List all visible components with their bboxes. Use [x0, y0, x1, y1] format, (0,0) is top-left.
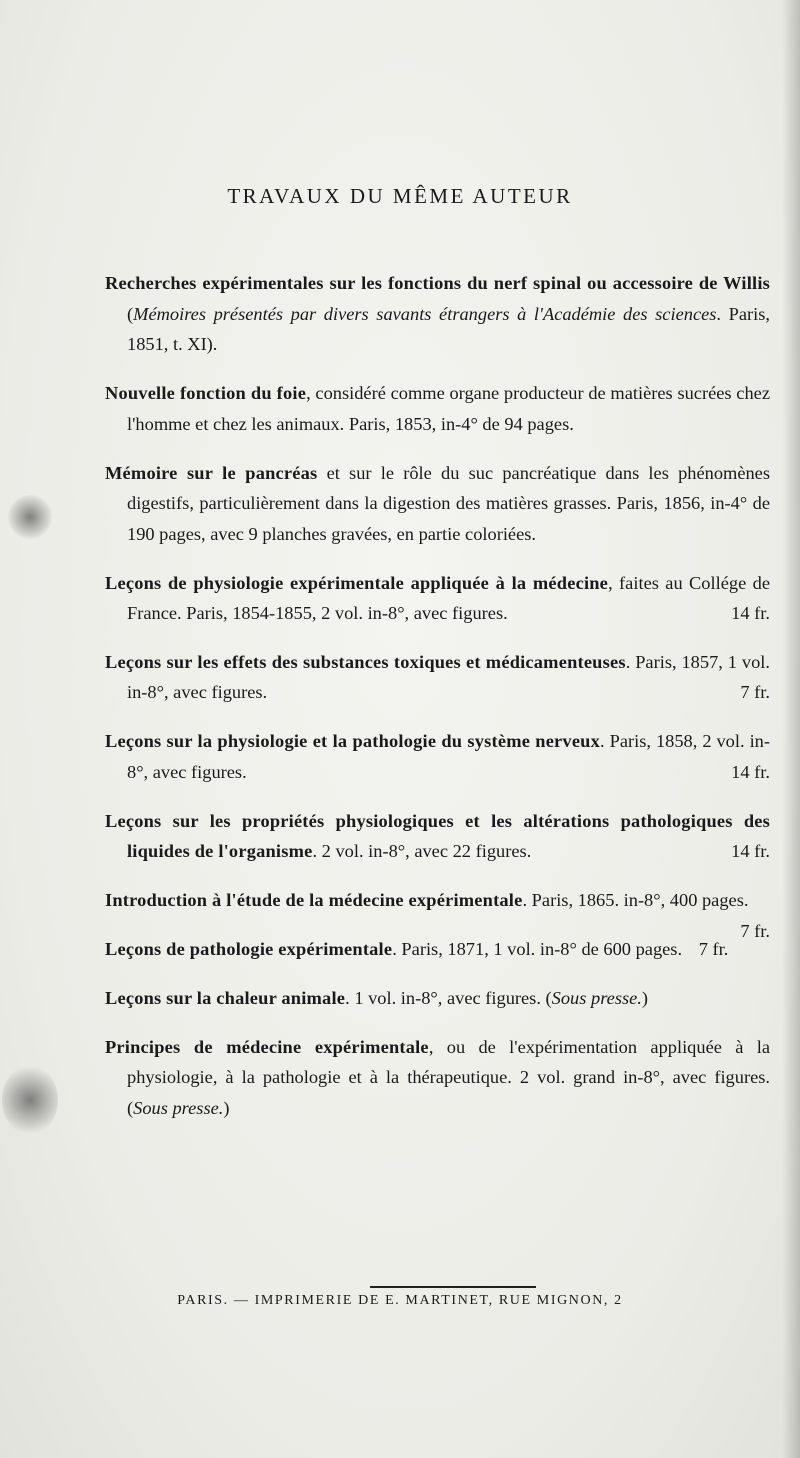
works-list	[105, 250, 770, 1135]
work-entry	[105, 268, 770, 360]
work-detail-italic: Sous presse.	[133, 1097, 224, 1118]
work-entry	[105, 647, 770, 708]
work-entry	[105, 1032, 770, 1124]
work-title: Leçons de physiologie expérimentale appliquée à la médecine	[105, 572, 609, 593]
work-title: Leçons sur la chaleur animale	[105, 987, 346, 1008]
work-detail: . 1 vol. in-8°, avec figures. (	[345, 987, 552, 1008]
work-title: Leçons de pathologie expérimentale	[105, 939, 393, 960]
work-detail: . Paris, 1865. in-8°, 400 pages.	[522, 890, 749, 911]
work-detail-italic: Mémoires présentés par divers savants étrangers à l'Académie des sciences	[133, 303, 717, 324]
work-title: Mémoire sur le pancréas	[105, 462, 318, 483]
work-detail: et sur le rôle du suc pancréatique dans les phénomènes digestifs, particulièrement dans la digestion des matières grasses. Paris, 1856, in-4° de 190 pages, avec 9 planches gravées, en partie coloriées.	[127, 462, 770, 544]
work-detail: , considéré comme organe producteur de matières sucrées chez l'homme et chez les animaux. Paris, 1853, in-4° de 94 pages.	[127, 383, 770, 434]
work-title: Nouvelle fonction du foie	[105, 383, 307, 404]
printer-imprint: PARIS. — IMPRIMERIE DE E. MARTINET, RUE MIGNON, 2	[177, 1293, 623, 1308]
work-price: 7 fr.	[740, 682, 770, 703]
footer-rule	[370, 1286, 536, 1288]
work-title: Principes de médecine expérimentale	[105, 1036, 429, 1057]
work-detail-italic: Sous presse.	[551, 987, 642, 1008]
work-entry	[105, 983, 770, 1014]
work-entry	[105, 458, 770, 550]
work-price: 14 fr.	[731, 603, 770, 624]
work-price: 7 fr.	[740, 920, 770, 941]
work-price: 7 fr.	[698, 939, 729, 960]
work-price: 14 fr.	[731, 761, 770, 782]
work-detail-end: . Paris, 1851, t. XI).	[127, 303, 770, 355]
work-detail: . 2 vol. in-8°, avec 22 figures.	[312, 841, 532, 862]
work-entry	[105, 568, 770, 629]
work-entry	[105, 885, 770, 941]
page-title: TRAVAUX DU MÊME AUTEUR	[227, 184, 573, 209]
work-entry	[105, 806, 770, 867]
work-entry	[105, 378, 770, 439]
work-detail: . Paris, 1871, 1 vol. in-8° de 600 pages.	[392, 939, 683, 960]
work-title: Leçons sur les propriétés physiologiques et les altérations pathologiques des liquides de l'organisme	[105, 810, 770, 862]
work-title: Recherches expérimentales sur les fonctions du nerf spinal ou accessoire de Willis	[105, 273, 770, 294]
work-detail: , ou de l'expérimentation appliquée à la physiologie, à la pathologie et à la thérapeutique. 2 vol. grand in-8°, avec figures. (	[127, 1036, 770, 1118]
page-edge-shadow	[782, 0, 800, 1458]
work-detail: . Paris, 1858, 2 vol. in-8°, avec figures.	[127, 731, 770, 782]
work-detail: , faites au Collége de France. Paris, 1854-1855, 2 vol. in-8°, avec figures.	[127, 572, 770, 624]
work-detail: . Paris, 1857, 1 vol. in-8°, avec figures.	[127, 651, 770, 703]
work-title: Introduction à l'étude de la médecine expérimentale	[105, 890, 523, 911]
work-entry	[105, 934, 770, 965]
work-detail-end: )	[641, 987, 649, 1008]
ink-smudge-bottom	[2, 1065, 58, 1135]
work-entry	[105, 726, 770, 787]
work-detail-end: )	[223, 1097, 230, 1118]
work-title: Leçons sur les effets des substances toxiques et médicamenteuses	[105, 651, 626, 672]
work-title: Leçons sur la physiologie et la pathologie du système nerveux	[105, 731, 601, 752]
ink-smudge-top	[8, 495, 52, 539]
work-detail: (	[127, 303, 134, 324]
work-price: 14 fr.	[731, 841, 770, 862]
